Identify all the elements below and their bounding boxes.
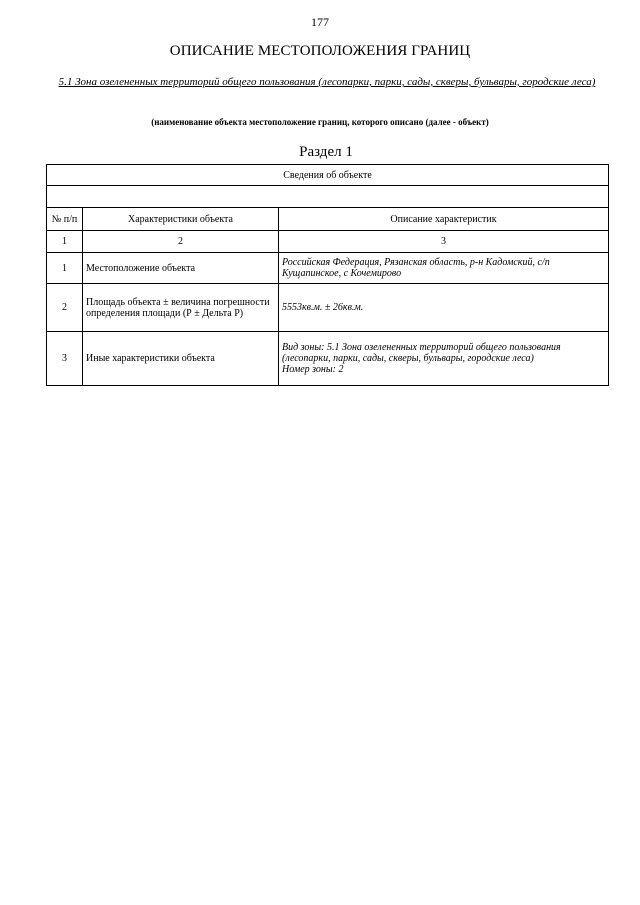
table-empty-row [47, 186, 609, 208]
row-description: 5553кв.м. ± 26кв.м. [279, 284, 609, 332]
row-characteristic: Площадь объекта ± величина погрешности определения площади (Р ± Дельта Р) [83, 284, 279, 332]
row-description-line: Номер зоны: 2 [282, 364, 344, 375]
object-name-caption: (наименование объекта местоположение границ, которого описано (далее - объект) [151, 117, 489, 127]
row-characteristic: Местоположение объекта [83, 253, 279, 284]
section-title: Раздел 1 [299, 144, 353, 160]
row-number: 1 [47, 253, 83, 284]
column-number-3: 3 [279, 231, 609, 253]
column-number-2: 2 [83, 231, 279, 253]
column-header-number: № п/п [47, 208, 83, 231]
table-header: Сведения об объекте [47, 165, 609, 186]
row-number: 3 [47, 332, 83, 386]
object-info-table [46, 164, 609, 386]
table-row [47, 253, 609, 284]
row-description: Российская Федерация, Рязанская область, р-н Кадомский, с/п Кущапинское, с Кочемирово [279, 253, 609, 284]
page-number: 177 [311, 15, 329, 29]
column-number-1: 1 [47, 231, 83, 253]
row-characteristic: Иные характеристики объекта [83, 332, 279, 386]
row-number: 2 [47, 284, 83, 332]
column-header-description: Описание характеристик [279, 208, 609, 231]
row-description-line: Вид зоны: 5.1 Зона озелененных территорий общего пользования (лесопарки, парки, сады, скверы, бульвары, городские леса) [282, 342, 561, 364]
document-title: ОПИСАНИЕ МЕСТОПОЛОЖЕНИЯ ГРАНИЦ [169, 43, 471, 59]
row-description [279, 332, 609, 386]
object-name: 5.1 Зона озелененных территорий общего пользования (лесопарки, парки, сады, скверы, бульвары, городские леса) [58, 76, 596, 88]
table-row [47, 284, 609, 332]
column-header-characteristic: Характеристики объекта [83, 208, 279, 231]
table-row [47, 332, 609, 386]
